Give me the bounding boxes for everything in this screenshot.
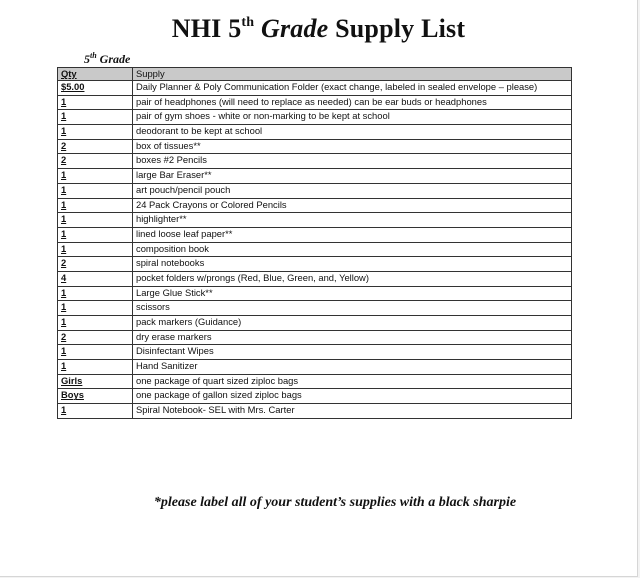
table-row — [58, 389, 572, 404]
supply-cell: art pouch/pencil pouch — [133, 183, 572, 198]
supply-cell: pair of headphones (will need to replace as needed) can be ear buds or headphones — [133, 95, 572, 110]
table-row — [58, 374, 572, 389]
table-row — [58, 271, 572, 286]
table-row — [58, 213, 572, 228]
qty-cell: Girls — [58, 374, 133, 389]
qty-cell: 2 — [58, 154, 133, 169]
qty-cell: 1 — [58, 404, 133, 419]
title-grade: Grade — [260, 14, 329, 43]
table-row — [58, 227, 572, 242]
subhead-ordinal: th — [90, 51, 97, 60]
supply-cell: pack markers (Guidance) — [133, 316, 572, 331]
table-row — [58, 110, 572, 125]
table-row — [58, 169, 572, 184]
table-row — [58, 154, 572, 169]
table-row — [58, 404, 572, 419]
supply-cell: Disinfectant Wipes — [133, 345, 572, 360]
table-row — [58, 345, 572, 360]
supply-cell: Hand Sanitizer — [133, 360, 572, 375]
qty-cell: 1 — [58, 227, 133, 242]
supply-table — [57, 67, 572, 419]
qty-cell: 1 — [58, 183, 133, 198]
qty-cell: 1 — [58, 213, 133, 228]
supply-cell: one package of gallon sized ziploc bags — [133, 389, 572, 404]
qty-cell: 2 — [58, 257, 133, 272]
supply-cell: large Bar Eraser** — [133, 169, 572, 184]
supply-cell: Spiral Notebook- SEL with Mrs. Carter — [133, 404, 572, 419]
qty-cell: 4 — [58, 271, 133, 286]
qty-cell: 1 — [58, 242, 133, 257]
supply-cell: Large Glue Stick** — [133, 286, 572, 301]
title-suffix: Supply List — [335, 14, 466, 43]
table-row — [58, 286, 572, 301]
table-row — [58, 81, 572, 96]
grade-subheading — [84, 51, 130, 67]
supply-cell: box of tissues** — [133, 139, 572, 154]
label-note: *please label all of your student’s supplies with a black sharpie — [153, 495, 517, 510]
qty-cell: 1 — [58, 169, 133, 184]
supply-cell: one package of quart sized ziploc bags — [133, 374, 572, 389]
table-row — [58, 360, 572, 375]
table-row — [58, 330, 572, 345]
qty-cell: 1 — [58, 345, 133, 360]
qty-cell: $5.00 — [58, 81, 133, 96]
qty-cell: 1 — [58, 286, 133, 301]
table-row — [58, 301, 572, 316]
supply-cell: spiral notebooks — [133, 257, 572, 272]
qty-cell: 1 — [58, 360, 133, 375]
table-row — [58, 125, 572, 140]
supply-cell: dry erase markers — [133, 330, 572, 345]
table-row — [58, 242, 572, 257]
qty-cell: 2 — [58, 139, 133, 154]
table-row — [58, 95, 572, 110]
supply-cell: deodorant to be kept at school — [133, 125, 572, 140]
supply-cell: scissors — [133, 301, 572, 316]
qty-cell: 1 — [58, 95, 133, 110]
subhead-prefix: 5 — [84, 52, 90, 66]
table-row — [58, 316, 572, 331]
qty-cell: Boys — [58, 389, 133, 404]
title-prefix: NHI 5 — [171, 14, 242, 43]
qty-cell: 1 — [58, 198, 133, 213]
page-title — [0, 14, 637, 44]
qty-cell: 1 — [58, 301, 133, 316]
table-row — [58, 198, 572, 213]
table-header-row — [58, 68, 572, 81]
supply-column-header: Supply — [133, 68, 572, 81]
supply-cell: Daily Planner & Poly Communication Folder (exact change, labeled in sealed envelope – please) — [133, 81, 572, 96]
supply-cell: lined loose leaf paper** — [133, 227, 572, 242]
supply-cell: pair of gym shoes - white or non-marking to be kept at school — [133, 110, 572, 125]
supply-cell: composition book — [133, 242, 572, 257]
qty-column-header: Qty — [58, 68, 133, 81]
supply-cell: pocket folders w/prongs (Red, Blue, Green, and, Yellow) — [133, 271, 572, 286]
supply-cell: highlighter** — [133, 213, 572, 228]
table-row — [58, 183, 572, 198]
qty-cell: 2 — [58, 330, 133, 345]
qty-cell: 1 — [58, 125, 133, 140]
title-ordinal: th — [241, 15, 255, 30]
subhead-suffix: Grade — [99, 52, 131, 66]
supply-cell: 24 Pack Crayons or Colored Pencils — [133, 198, 572, 213]
qty-cell: 1 — [58, 316, 133, 331]
supply-cell: boxes #2 Pencils — [133, 154, 572, 169]
qty-cell: 1 — [58, 110, 133, 125]
table-row — [58, 257, 572, 272]
supply-table-body — [58, 81, 572, 419]
table-row — [58, 139, 572, 154]
